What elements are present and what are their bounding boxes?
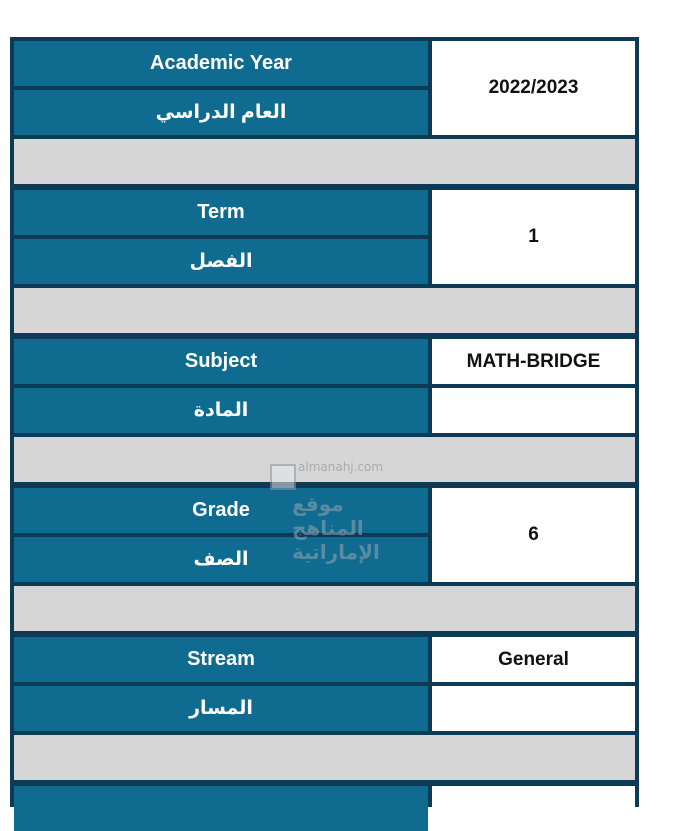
stream-value-empty (432, 686, 635, 731)
spacer-row (14, 586, 635, 631)
stream-value: General (432, 637, 635, 682)
spacer-row (14, 288, 635, 333)
info-table (10, 37, 639, 807)
term-value: 1 (432, 190, 635, 284)
subject-value: MATH-BRIDGE (432, 339, 635, 384)
grade-label: Grade (14, 488, 428, 533)
watermark-text: موقع المناهج الإماراتية (292, 492, 380, 564)
stream-label-ar: المسار (14, 686, 428, 731)
spacer-row (14, 735, 635, 780)
spacer-row (14, 437, 635, 482)
academic-year-label-ar: العام الدراسي (14, 90, 428, 135)
academic-year-label: Academic Year (14, 41, 428, 86)
subject-label: Subject (14, 339, 428, 384)
academic-year-value: 2022/2023 (432, 41, 635, 135)
term-label: Term (14, 190, 428, 235)
subject-label-ar: المادة (14, 388, 428, 433)
next-row-label (14, 786, 428, 831)
stream-label: Stream (14, 637, 428, 682)
watermark-site: almanahj.com (298, 460, 384, 474)
next-row-value (432, 786, 635, 831)
subject-value-empty (432, 388, 635, 433)
term-label-ar: الفصل (14, 239, 428, 284)
grade-value: 6 (432, 488, 635, 582)
spacer-row (14, 139, 635, 184)
grade-label-ar: الصف (14, 537, 428, 582)
